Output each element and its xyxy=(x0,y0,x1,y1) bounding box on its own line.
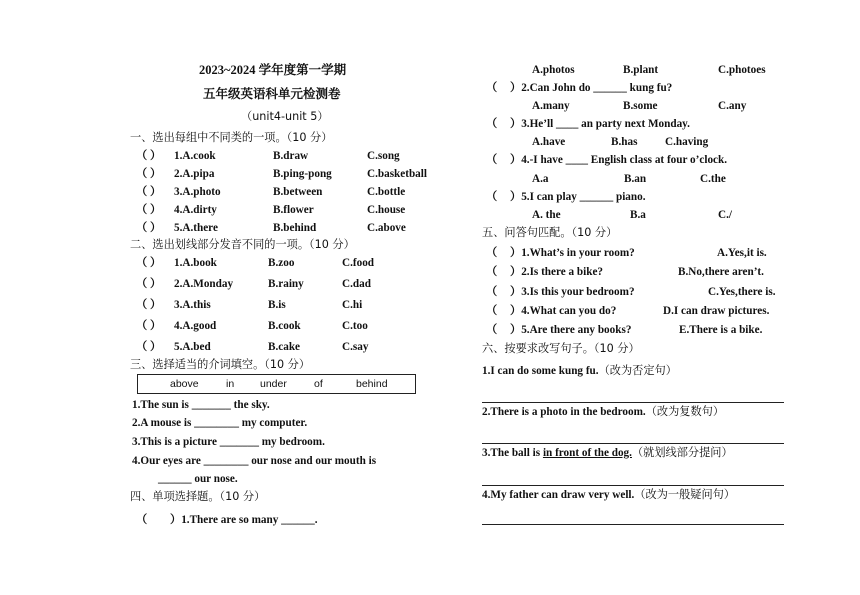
word-bank-word: behind xyxy=(356,378,388,390)
option-c: C./ xyxy=(718,209,732,221)
option-c: C.the xyxy=(700,173,726,185)
answer-bracket[interactable]: （ xyxy=(486,191,498,203)
option-b: B.an xyxy=(624,173,647,185)
answer-bracket[interactable]: （ ） xyxy=(136,204,162,216)
section-3-heading: 三、选择适当的介词填空。（10 分） xyxy=(130,358,311,371)
option-a: 3.A.this xyxy=(174,299,211,311)
option-c: C.hi xyxy=(342,299,363,311)
answer-text: E.There is a bike. xyxy=(679,324,763,336)
fill-blank-item[interactable]: 1.The sun is _______ the sky. xyxy=(132,399,270,411)
question-text: ）4.-I have ____ English class at four o’clock. xyxy=(510,154,728,166)
exam-units: （unit4-unit 5） xyxy=(241,110,329,123)
option-a: 5.A.bed xyxy=(174,341,211,353)
fill-blank-item[interactable]: 2.A mouse is ________ my computer. xyxy=(132,417,308,429)
option-a: 2.A.Monday xyxy=(174,278,234,290)
option-b: B.plant xyxy=(623,64,659,76)
answer-bracket[interactable]: （ ） xyxy=(136,257,162,269)
question-text: ）2.Can John do ______ kung fu? xyxy=(510,82,673,94)
option-a: 3.A.photo xyxy=(174,186,221,198)
option-c: C.basketball xyxy=(367,168,427,180)
option-c: C.house xyxy=(367,204,406,216)
option-c: C.any xyxy=(718,100,747,112)
option-b: B.some xyxy=(623,100,658,112)
option-c: C.photoes xyxy=(718,64,766,76)
section-4-heading: 四、单项选择题。（10 分） xyxy=(130,490,266,503)
option-b: B.is xyxy=(268,299,286,311)
answer-bracket[interactable]: （ xyxy=(486,118,498,130)
option-b: B.draw xyxy=(273,150,309,162)
answer-text: B.No,there aren’t. xyxy=(678,266,764,278)
option-b: B.behind xyxy=(273,222,317,234)
prompt-text: 3.The ball is xyxy=(482,447,543,459)
rewrite-prompt xyxy=(482,488,735,502)
rewrite-prompt xyxy=(482,405,724,419)
answer-line[interactable] xyxy=(482,485,784,486)
question-text: ）2.Is there a bike? xyxy=(510,266,604,278)
answer-bracket[interactable]: （ xyxy=(486,266,498,278)
answer-bracket[interactable]: （ xyxy=(136,514,148,526)
prompt-text: 4.My father can draw very well. xyxy=(482,489,635,501)
answer-bracket[interactable]: （ ） xyxy=(136,299,162,311)
prompt-instruction: （改为复数句） xyxy=(645,405,725,418)
option-a: 4.A.dirty xyxy=(174,204,217,216)
section-1-heading: 一、选出每组中不同类的一项。（10 分） xyxy=(130,131,333,144)
answer-bracket[interactable]: （ xyxy=(486,286,498,298)
option-b: B.flower xyxy=(273,204,314,216)
answer-bracket[interactable]: （ xyxy=(486,324,498,336)
option-b: B.a xyxy=(630,209,646,221)
answer-bracket[interactable]: （ xyxy=(486,247,498,259)
answer-bracket[interactable]: （ ） xyxy=(136,150,162,162)
option-c: C.above xyxy=(367,222,406,234)
option-c: C.food xyxy=(342,257,375,269)
option-b: B.ping-pong xyxy=(273,168,332,180)
answer-text: C.Yes,there is. xyxy=(708,286,776,298)
word-bank-word: under xyxy=(260,378,287,390)
option-c: C.say xyxy=(342,341,369,353)
answer-bracket[interactable]: （ ） xyxy=(136,168,162,180)
option-b: B.has xyxy=(611,136,638,148)
option-c: C.having xyxy=(665,136,709,148)
option-a: A. the xyxy=(532,209,561,221)
section-6-heading: 六、按要求改写句子。（10 分） xyxy=(482,342,640,355)
exam-year: 2023~2024 学年度第一学期 xyxy=(199,63,347,77)
option-c: C.song xyxy=(367,150,400,162)
option-a: 1.A.cook xyxy=(174,150,216,162)
option-b: B.cook xyxy=(268,320,301,332)
option-c: C.bottle xyxy=(367,186,406,198)
answer-text: A.Yes,it is. xyxy=(717,247,767,259)
exam-title: 五年级英语科单元检测卷 xyxy=(203,86,341,101)
rewrite-prompt xyxy=(482,364,677,378)
answer-bracket[interactable]: （ ） xyxy=(136,222,162,234)
question-text: ）5.Are there any books? xyxy=(510,324,632,336)
question-text: ）1.What’s in your room? xyxy=(510,247,635,259)
option-a: 4.A.good xyxy=(174,320,217,332)
answer-bracket[interactable]: （ xyxy=(486,154,498,166)
fill-blank-item[interactable]: 4.Our eyes are ________ our nose and our mouth is xyxy=(132,455,377,467)
fill-blank-item[interactable]: ______ our nose. xyxy=(158,473,238,485)
option-b: B.rainy xyxy=(268,278,304,290)
prompt-text: 1.I can do some kung fu. xyxy=(482,365,599,377)
word-bank-word: of xyxy=(314,378,323,390)
option-a: A.photos xyxy=(532,64,575,76)
option-a: 1.A.book xyxy=(174,257,217,269)
option-b: B.between xyxy=(273,186,323,198)
fill-blank-item[interactable]: 3.This is a picture _______ my bedroom. xyxy=(132,436,325,448)
option-b: B.zoo xyxy=(268,257,295,269)
question-text: ）3.Is this your bedroom? xyxy=(510,286,635,298)
answer-bracket[interactable]: （ xyxy=(486,82,498,94)
answer-bracket[interactable]: （ ） xyxy=(136,186,162,198)
option-b: B.cake xyxy=(268,341,301,353)
option-a: A.many xyxy=(532,100,570,112)
question-text: ）5.I can play ______ piano. xyxy=(510,191,646,203)
prompt-instruction: （改为否定句） xyxy=(598,364,677,377)
word-bank xyxy=(137,374,416,394)
answer-line[interactable] xyxy=(482,443,784,444)
question-text: ）4.What can you do? xyxy=(510,305,617,317)
answer-line[interactable] xyxy=(482,524,784,525)
option-a: 2.A.pipa xyxy=(174,168,215,180)
answer-bracket[interactable]: （ xyxy=(486,305,498,317)
answer-bracket[interactable]: （ ） xyxy=(136,278,162,290)
question-text: ）1.There are so many ______. xyxy=(170,514,318,526)
prompt-text: 2.There is a photo in the bedroom. xyxy=(482,406,646,418)
option-a: A.have xyxy=(532,136,566,148)
prompt-instruction: （改为一般疑问句） xyxy=(634,488,736,501)
answer-bracket[interactable]: （ ） xyxy=(136,320,162,332)
word-bank-word: above xyxy=(170,378,199,390)
section-2-heading: 二、选出划线部分发音不同的一项。（10 分） xyxy=(130,238,355,251)
option-a: 5.A.there xyxy=(174,222,218,234)
rewrite-prompt xyxy=(482,446,733,460)
section-5-heading: 五、问答句匹配。（10 分） xyxy=(482,226,618,239)
answer-text: D.I can draw pictures. xyxy=(663,305,770,317)
option-c: C.too xyxy=(342,320,368,332)
question-text: ）3.He’ll ____ an party next Monday. xyxy=(510,118,690,130)
option-c: C.dad xyxy=(342,278,371,290)
answer-bracket[interactable]: （ ） xyxy=(136,341,162,353)
underlined-phrase: in front of the dog. xyxy=(542,447,632,459)
option-a: A.a xyxy=(532,173,549,185)
prompt-instruction: （就划线部分提问） xyxy=(631,446,733,459)
word-bank-word: in xyxy=(226,378,235,390)
answer-line[interactable] xyxy=(482,402,784,403)
